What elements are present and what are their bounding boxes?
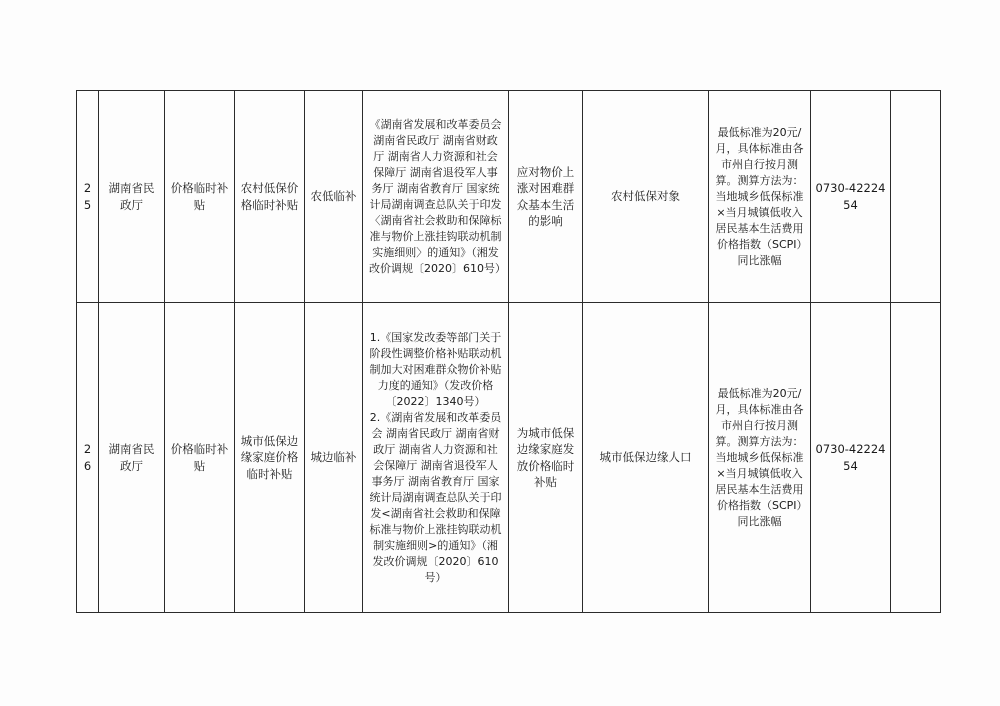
project-name-cell: 农村低保价格临时补贴 bbox=[235, 91, 305, 303]
subsidy-policy-table bbox=[76, 90, 941, 613]
row-number: 26 bbox=[77, 303, 99, 613]
phone-cell: 0730-4222454 bbox=[811, 303, 891, 613]
category-cell: 价格临时补贴 bbox=[165, 303, 235, 613]
short-name-cell: 农低临补 bbox=[305, 91, 363, 303]
policy-basis-text: 1.《国家发改委等部门关于阶段性调整价格补贴联动机制加大对困难群众物价补贴力度的通知》（发改价格〔2022〕1340号） bbox=[369, 330, 502, 408]
policy-basis-text: 2.《湖南省发展和改革委员会 湖南省民政厅 湖南省财政厅 湖南省人力资源和社会保障厅 湖南省退役军人事务厅 湖南省教育厅 国家统计局湖南调查总队关于印发<湖南省社会救助和保障标准与物价上涨挂钩联动机制实施细则>的通知》（湘发改价调规〔2020〕610号） bbox=[369, 410, 502, 584]
department-cell: 湖南省民政厅 bbox=[99, 303, 165, 613]
category-cell: 价格临时补贴 bbox=[165, 91, 235, 303]
remark-cell bbox=[891, 91, 941, 303]
row-number: 25 bbox=[77, 91, 99, 303]
target-cell: 城市低保边缘人口 bbox=[583, 303, 709, 613]
policy-basis-text: 《湖南省发展和改革委员会 湖南省民政厅 湖南省财政厅 湖南省人力资源和社会保障厅 湖南省退役军人事务厅 湖南省教育厅 国家统计局湖南调查总队关于印发〈湖南省社会救助和保障标准与物价上涨挂钩联动机制实施细则〉的通知》（湘发改价调规〔2020〕610号） bbox=[369, 117, 506, 275]
standard-cell: 最低标准为20元/月，具体标准由各市州自行按月测算。测算方法为：当地城乡低保标准×当月城镇低收入居民基本生活费用价格指数（SCPI）同比涨幅 bbox=[709, 91, 811, 303]
policy-basis-cell bbox=[363, 303, 509, 613]
standard-cell: 最低标准为20元/月，具体标准由各市州自行按月测算。测算方法为：当地城乡低保标准×当月城镇低收入居民基本生活费用价格指数（SCPI）同比涨幅 bbox=[709, 303, 811, 613]
department-cell: 湖南省民政厅 bbox=[99, 91, 165, 303]
table-row bbox=[77, 91, 941, 303]
purpose-cell: 为城市低保边缘家庭发放价格临时补贴 bbox=[509, 303, 583, 613]
purpose-cell: 应对物价上涨对困难群众基本生活的影响 bbox=[509, 91, 583, 303]
target-cell: 农村低保对象 bbox=[583, 91, 709, 303]
policy-basis-cell bbox=[363, 91, 509, 303]
table-row bbox=[77, 303, 941, 613]
remark-cell bbox=[891, 303, 941, 613]
phone-cell: 0730-4222454 bbox=[811, 91, 891, 303]
short-name-cell: 城边临补 bbox=[305, 303, 363, 613]
project-name-cell: 城市低保边缘家庭价格临时补贴 bbox=[235, 303, 305, 613]
